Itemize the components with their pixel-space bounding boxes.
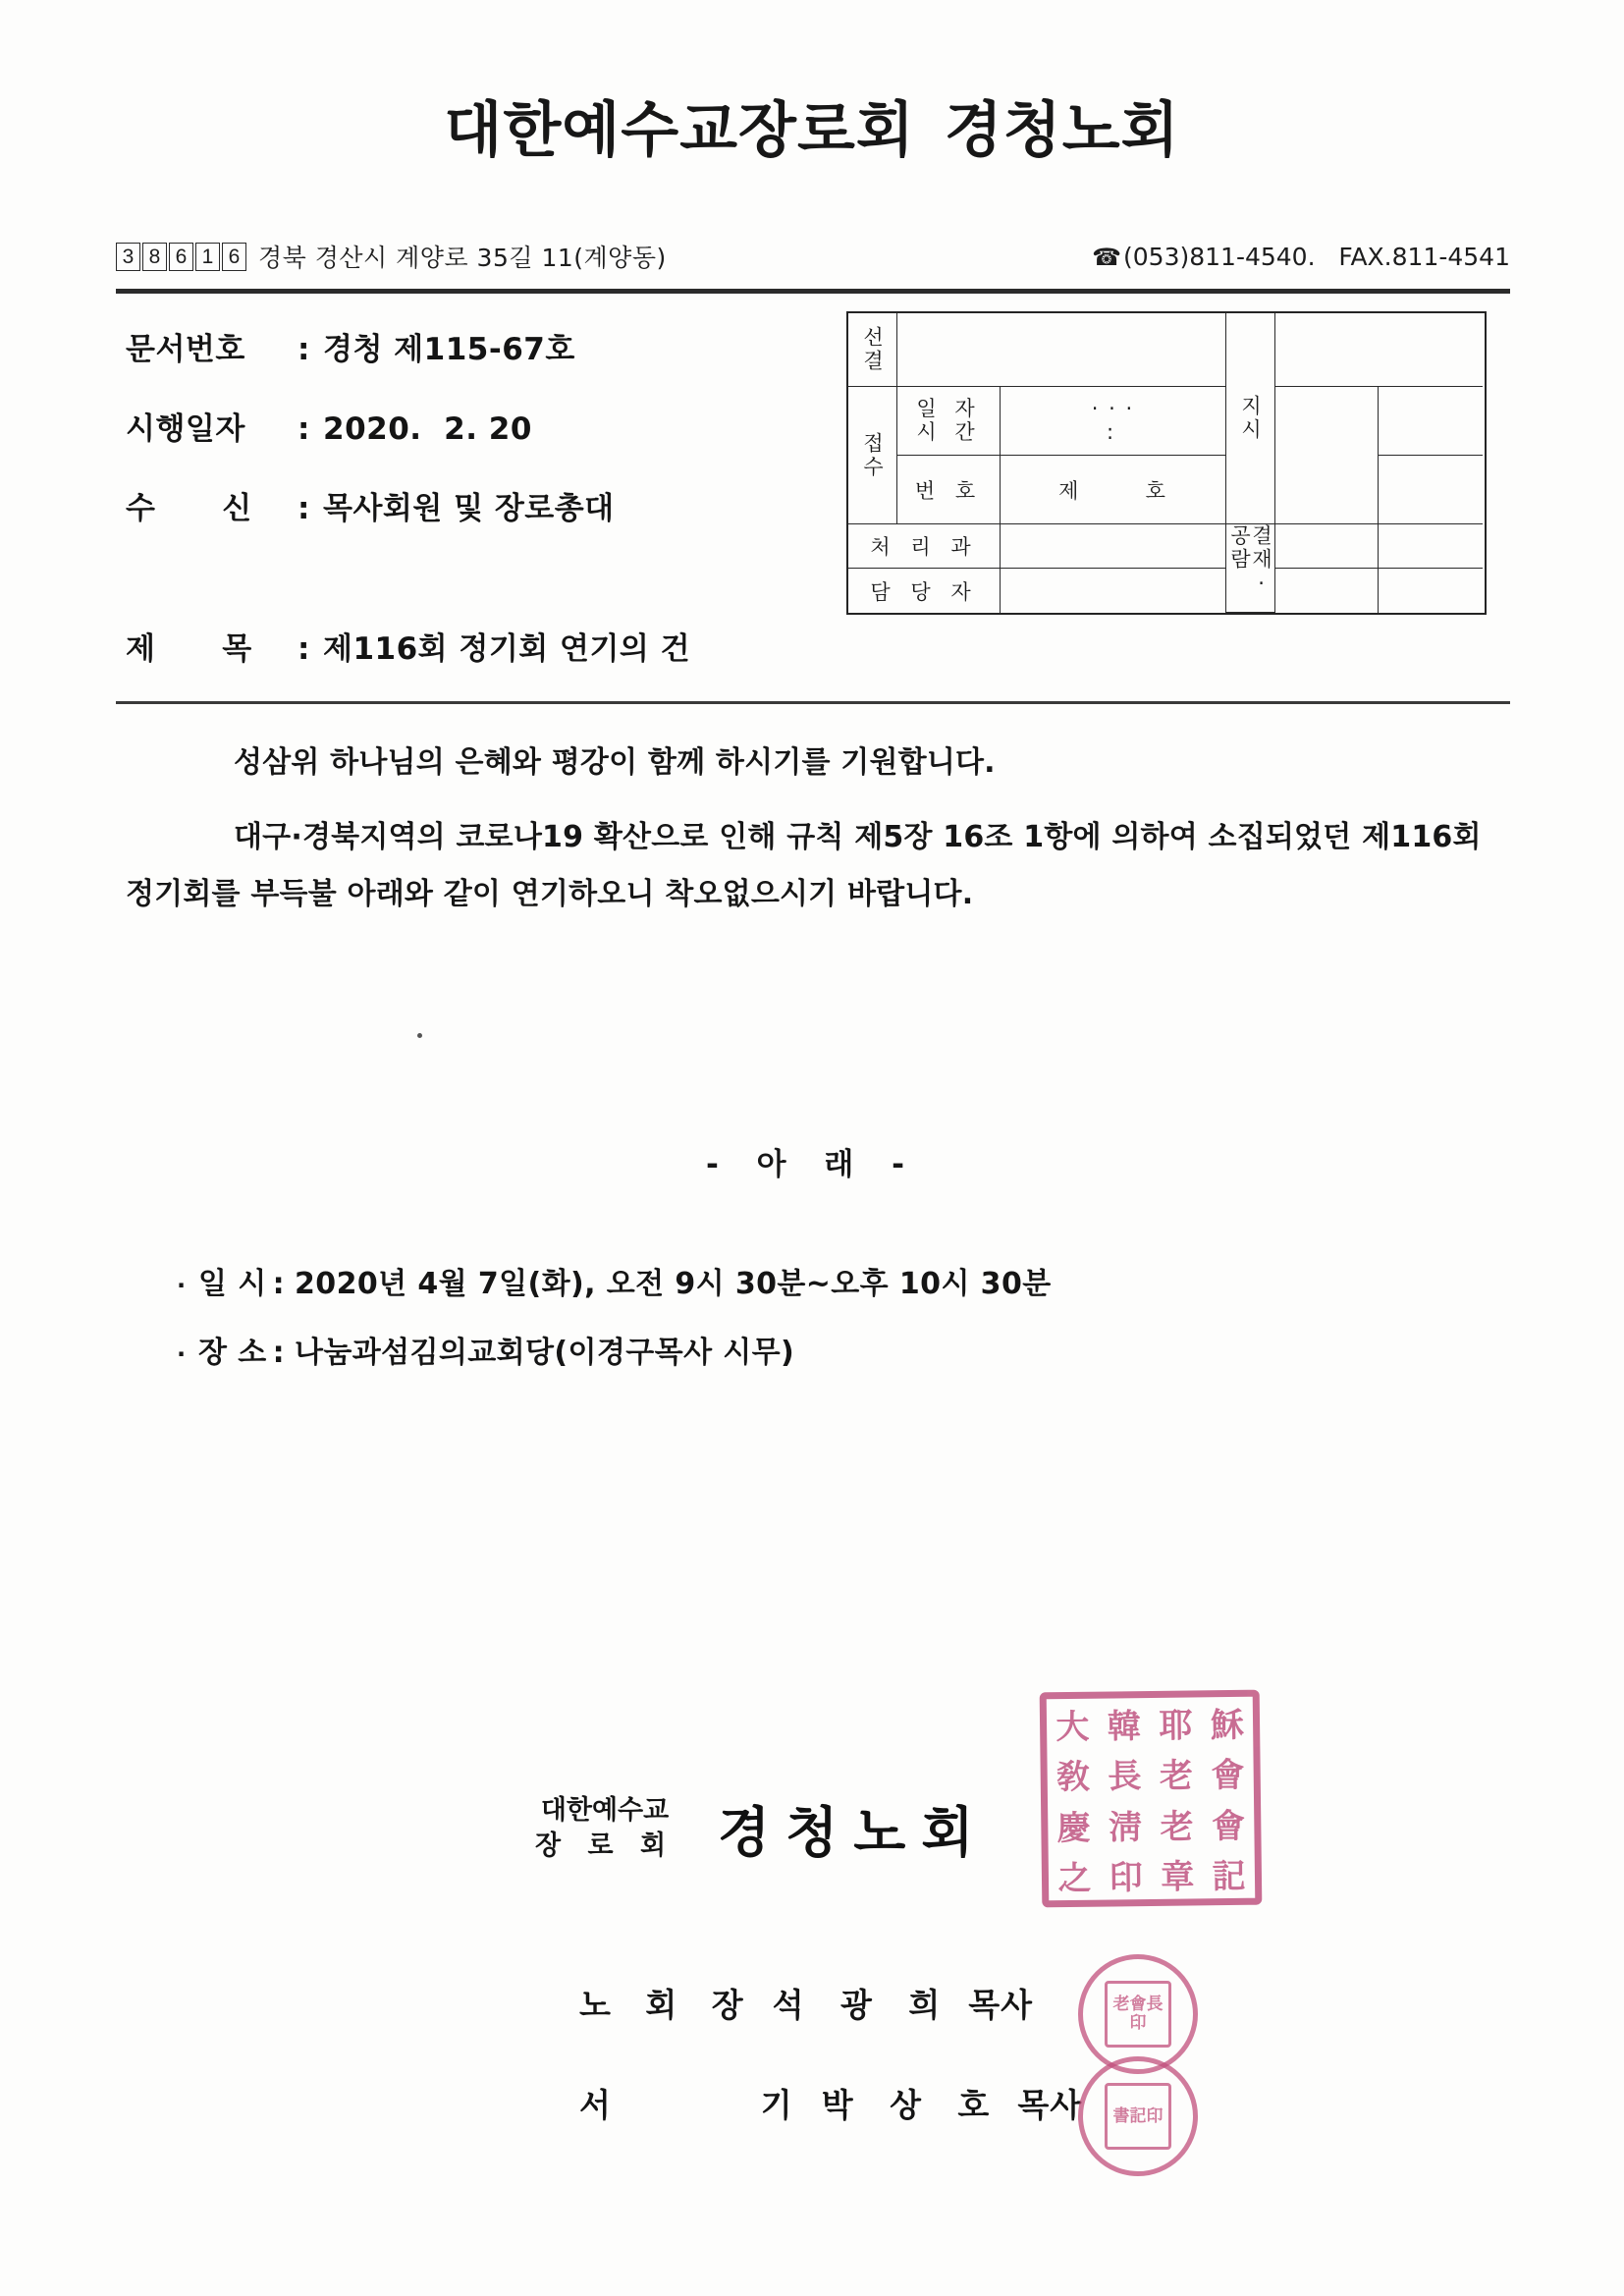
text-ho: 호	[1145, 478, 1167, 503]
cell-gyeoljae-slot-2	[1379, 387, 1483, 456]
seal-char: 印	[1109, 1857, 1143, 1898]
detail-list	[177, 1259, 1052, 1396]
body-text	[126, 735, 1510, 941]
value-location: 나눔과섬김의교회당(이경구목사 시무)	[295, 1336, 795, 1370]
signature-org-small	[535, 1793, 675, 1862]
cell-officer-label	[848, 569, 1001, 613]
seal-char: 敎	[1056, 1758, 1091, 1798]
signature-secretary	[579, 2080, 1082, 2126]
seal-char: 老	[1160, 1807, 1194, 1847]
signature-org-line2: 장 로 회	[535, 1830, 676, 1861]
seal-char: 慶	[1056, 1808, 1091, 1848]
cell-gyeoljae-slot-1	[1275, 387, 1379, 524]
text-jisi: 지시	[1238, 395, 1263, 442]
label-issue-date: 시행일자	[126, 411, 245, 447]
value-datetime: 2020년 4월 7일(화), 오전 9시 30분~오후 10시 30분	[295, 1267, 1052, 1301]
telephone-icon: ☎	[1092, 243, 1121, 271]
seal-char: 耶	[1159, 1706, 1193, 1747]
org-title-denomination: 대한예수교장로회	[444, 95, 915, 165]
phone-fax-numbers: (053)811-4540. FAX.811-4541	[1123, 242, 1510, 271]
cell-officer-value	[1001, 569, 1226, 613]
moderator-title: 노 회 장	[579, 1986, 755, 2024]
official-square-seal-icon	[1040, 1690, 1263, 1908]
value-issue-date: 2020. 2. 20	[323, 411, 532, 447]
seal-char: 長	[1108, 1757, 1142, 1797]
date-time-placeholder	[1092, 398, 1134, 444]
moderator-name: 석 광 희	[772, 1986, 953, 2024]
colon-recipient: :	[298, 491, 310, 526]
approval-receipt-table	[846, 311, 1487, 615]
colon-datetime: :	[272, 1267, 286, 1301]
secretary-round-seal-icon	[1078, 2056, 1198, 2176]
label-datetime: 일 시	[198, 1267, 267, 1301]
cell-gyeoljae-slot-3	[1379, 456, 1483, 524]
cell-date-time-label	[897, 387, 1001, 456]
label-location: 장 소	[198, 1336, 267, 1370]
secretary-title: 서 기	[579, 2086, 804, 2124]
contact-group	[1092, 243, 1510, 271]
seal-char: 章	[1160, 1857, 1195, 1897]
body-paragraph-notice: 대구·경북지역의 코로나19 확산으로 인해 규칙 제5장 16조 1항에 의하여 소집되었던 제116회 정기회를 부득불 아래와 같이 연기하오니 착오없으시기 바랍니다.	[126, 820, 1482, 911]
value-recipient: 목사회원 및 장로총대	[323, 491, 615, 526]
street-address: 경북 경산시 계양로 35길 11(계양동)	[258, 244, 667, 272]
seal-char: 會	[1211, 1756, 1245, 1796]
cell-department-label	[848, 524, 1001, 569]
text-damdangja: 담 당 자	[870, 579, 978, 604]
value-document-number: 경청 제115-67호	[323, 332, 575, 367]
secretary-seal-inner-text: 書記印	[1105, 2083, 1171, 2150]
seal-char: 淸	[1108, 1807, 1143, 1848]
meta-row-document-number	[126, 324, 615, 368]
org-title-presbytery: 경청노회	[944, 95, 1180, 165]
cell-jisi-label	[1226, 313, 1275, 524]
value-subject: 제116회 정기회 연기의 건	[323, 631, 691, 667]
cell-gyeoljae-slot-5	[1379, 524, 1483, 569]
label-document-number: 문서번호	[126, 332, 245, 367]
seal-char: 大	[1056, 1707, 1090, 1748]
secretary-rank: 목사	[1017, 2086, 1083, 2124]
cell-gyeoljae-slot-4	[1275, 524, 1379, 569]
cell-sungyeol-label	[848, 313, 897, 387]
arae-divider-label: - 아 래 -	[705, 1147, 918, 1182]
subject-row	[126, 624, 690, 668]
cell-gyeoljae-slot-7	[1379, 569, 1483, 613]
text-jeopsu: 접수	[860, 431, 885, 479]
label-recipient: 수 신	[126, 491, 252, 526]
seal-char: 韓	[1107, 1707, 1142, 1747]
cell-number-label	[897, 456, 1001, 524]
colon-subject: :	[298, 631, 310, 667]
cell-number-value	[1001, 456, 1226, 524]
seal-char: 穌	[1210, 1705, 1245, 1746]
cell-gyeoljae-label	[1226, 524, 1275, 613]
label-subject: 제 목	[126, 631, 252, 667]
text-gyeoljae: 결재·공람	[1227, 524, 1273, 598]
header-divider-top	[116, 289, 1510, 294]
seal-char: 記	[1212, 1856, 1246, 1897]
cell-department-value	[1001, 524, 1226, 569]
bullet-icon: ·	[177, 1340, 187, 1368]
zip-digit-1: 3	[116, 243, 140, 271]
cell-date-time-value	[1001, 387, 1226, 456]
text-sungyeol: 선결	[860, 326, 885, 373]
list-item-datetime	[177, 1259, 1052, 1302]
signature-organization	[535, 1789, 990, 1867]
address-contact-row	[116, 239, 1510, 274]
seal-char: 之	[1056, 1858, 1092, 1899]
cell-gyeoljae-slot-6	[1275, 569, 1379, 613]
address-group	[116, 239, 667, 274]
postal-code	[116, 243, 246, 271]
header-divider-bottom	[116, 701, 1510, 704]
organization-title	[0, 82, 1624, 168]
zip-digit-3: 6	[169, 243, 193, 271]
body-paragraph-greeting: 성삼위 하나님의 은혜와 평강이 함께 하시기를 기원합니다.	[234, 745, 996, 780]
signature-org-presbytery: 경청노회	[718, 1801, 990, 1864]
zip-digit-2: 8	[142, 243, 167, 271]
cell-jisi-value	[1275, 313, 1483, 387]
text-date-dots: · · ·	[1091, 396, 1135, 420]
meta-row-issue-date	[126, 404, 615, 448]
text-sigan: 시 간	[916, 419, 981, 444]
signature-moderator	[579, 1980, 1033, 2026]
moderator-rank: 목사	[968, 1986, 1034, 2024]
cell-sungyeol-value	[897, 313, 1226, 387]
stray-ink-dot	[417, 1033, 422, 1038]
bullet-icon: ·	[177, 1272, 187, 1299]
seal-char: 老	[1159, 1756, 1194, 1797]
document-meta-fields	[126, 324, 615, 563]
secretary-name: 박 상 호	[821, 2086, 1002, 2124]
text-date-time	[916, 398, 980, 444]
text-je: 제	[1058, 478, 1081, 503]
moderator-seal-inner-text: 老會長印	[1105, 1981, 1171, 2048]
colon-issue-date: :	[298, 411, 310, 447]
zip-digit-4: 1	[195, 243, 220, 271]
signature-org-line1: 대한예수교	[540, 1795, 670, 1827]
colon-location: :	[272, 1336, 286, 1370]
zip-digit-5: 6	[222, 243, 246, 271]
meta-row-recipient	[126, 483, 615, 527]
seal-char: 會	[1211, 1806, 1246, 1846]
text-cheorigwa: 처 리 과	[870, 535, 978, 559]
text-time-colon: :	[1106, 419, 1120, 444]
cell-jeopsu-label	[848, 387, 897, 524]
text-beonho: 번 호	[914, 478, 983, 503]
list-item-location	[177, 1328, 1052, 1371]
colon-document-number: :	[298, 332, 310, 367]
text-ilja: 일 자	[916, 396, 981, 420]
